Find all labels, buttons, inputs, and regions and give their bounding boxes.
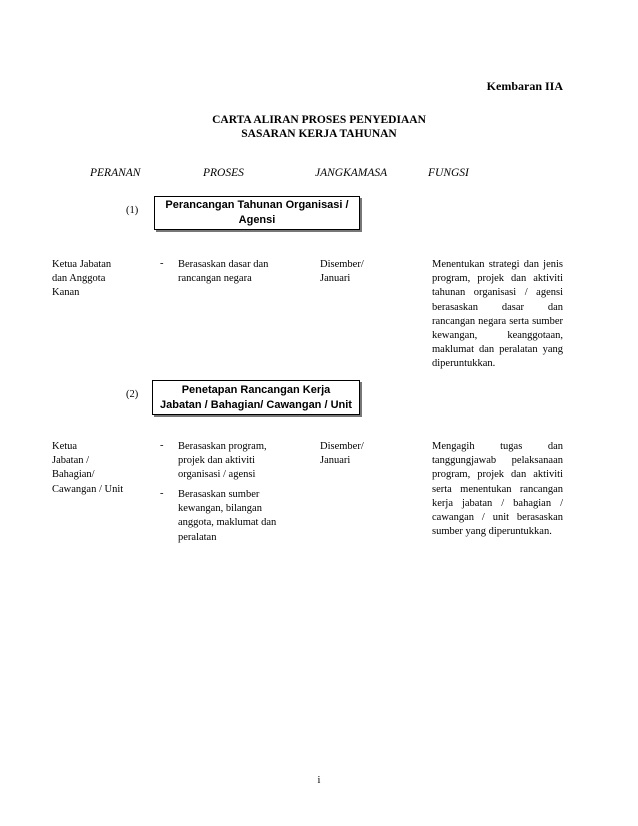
document-reference: Kembaran IIA	[486, 79, 563, 93]
step-2-number: (2)	[126, 389, 139, 400]
step-2-peranan	[52, 440, 147, 497]
column-heading-jangkamasa: JANGKAMASA	[315, 167, 388, 179]
step-2-jangkamasa	[320, 440, 410, 468]
step-2-jangkamasa-line: Januari	[320, 455, 351, 467]
step-1-process-box	[154, 196, 360, 230]
step-2-fungsi: Mengagih tugas dan tanggungjawab pelaksanaan program, projek dan aktiviti serta menentukan rancangan kerja jabatan / bahagian / cawangan / unit berasaskan sumber yang diperuntukkan.	[432, 441, 563, 538]
step-2-box-line-2: Jabatan / Bahagian/ Cawangan / Unit	[160, 398, 352, 411]
step-1-fungsi: Menentukan strategi dan jenis program, projek dan aktiviti tahunan organisasi / agensi berasaskan dasar dan rancangan negara serta sumber kewangan, keanggotaan, maklumat dan peralatan yang diperuntukkan.	[432, 259, 563, 370]
step-1-peranan-line: Kanan	[52, 287, 80, 299]
step-1-proses-bullet: -	[160, 258, 164, 269]
step-2-proses-bullet-2: -	[160, 488, 164, 499]
step-1-peranan-line: Ketua Jabatan	[52, 259, 112, 270]
document-title-line-2: SASARAN KERJA TAHUNAN	[241, 128, 397, 140]
step-1-peranan	[52, 258, 142, 301]
step-2-peranan-line: Ketua	[52, 441, 78, 452]
step-2-proses-line: Berasaskan sumber	[178, 489, 260, 500]
step-1-box-line-2: Agensi	[238, 214, 276, 226]
step-2-proses-1	[178, 440, 308, 483]
step-1-jangkamasa-line: Disember/	[320, 259, 364, 270]
step-1-jangkamasa-line: Januari	[320, 273, 351, 285]
column-heading-proses: PROSES	[203, 167, 244, 179]
step-1-jangkamasa	[320, 258, 410, 286]
step-2-peranan-line: Bahagian/	[52, 469, 95, 481]
step-2-proses-line: peralatan	[178, 531, 217, 543]
step-1-box-line-1: Perancangan Tahunan Organisasi /	[165, 199, 349, 211]
step-1-proses-line: rancangan negara	[178, 273, 252, 285]
step-2-peranan-line: Cawangan / Unit	[52, 483, 124, 495]
step-2-proses-line: kewangan, bilangan	[178, 503, 262, 515]
step-2-process-box	[152, 380, 360, 415]
step-2-jangkamasa-line: Disember/	[320, 441, 364, 452]
step-2-proses-line: Berasaskan program,	[178, 441, 267, 452]
step-2-proses-line: organisasi / agensi	[178, 469, 256, 481]
document-title-line-1: CARTA ALIRAN PROSES PENYEDIAAN	[212, 114, 426, 126]
column-heading-fungsi: FUNGSI	[428, 167, 469, 179]
step-2-peranan-line: Jabatan /	[52, 455, 90, 467]
step-1-number: (1)	[126, 205, 139, 216]
step-2-proses-line: anggota, maklumat dan	[178, 517, 277, 529]
step-2-proses-2	[178, 488, 308, 545]
page-number: i	[317, 775, 321, 786]
step-1-proses-line: Berasaskan dasar dan	[178, 259, 269, 270]
step-2-box-line-1: Penetapan Rancangan Kerja	[181, 383, 331, 396]
step-2-proses-bullet-1: -	[160, 440, 164, 451]
step-2-proses-line: projek dan aktiviti	[178, 455, 255, 467]
step-1-proses	[178, 258, 308, 286]
column-heading-peranan: PERANAN	[90, 167, 141, 179]
step-1-peranan-line: dan Anggota	[52, 273, 106, 285]
